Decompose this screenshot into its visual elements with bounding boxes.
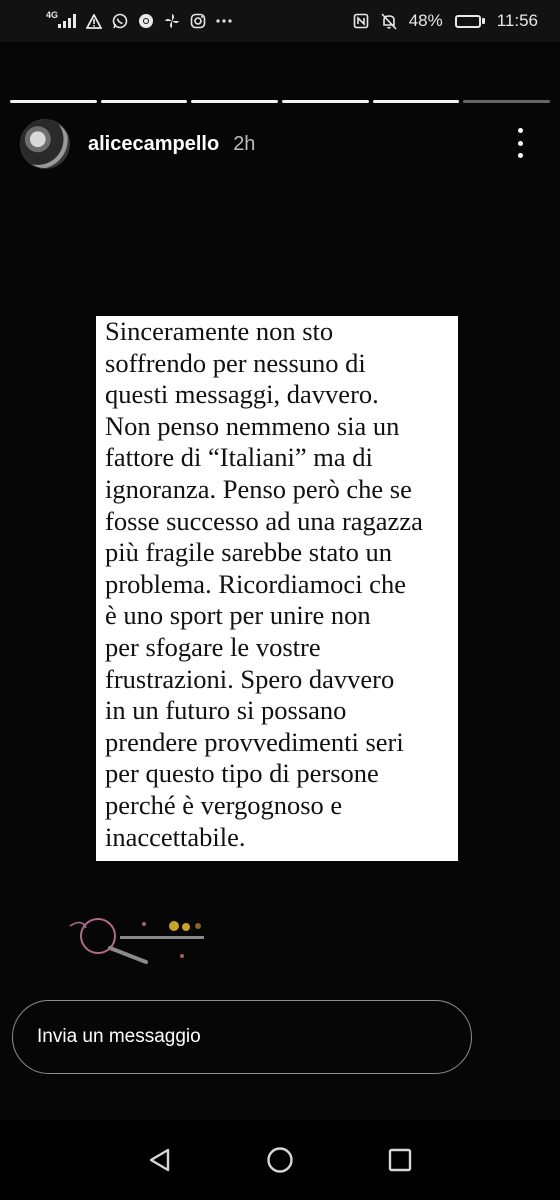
recent-apps-icon[interactable] <box>380 1140 420 1180</box>
more-notifications-icon <box>216 18 232 24</box>
watermark-sticker <box>62 912 212 968</box>
network-type-label: 4G <box>46 10 59 20</box>
story-text-line: fosse successo ad una ragazza <box>105 505 423 536</box>
story-text-line: più fragile sarebbe stato un <box>105 537 392 568</box>
story-text-line: questi messaggi, davvero. <box>105 379 379 410</box>
story-text-line: soffrendo per nessuno di <box>105 347 366 378</box>
story-progress-segment <box>463 100 550 103</box>
story-progress-segment <box>373 100 460 103</box>
status-left-icons <box>46 10 232 29</box>
story-progress-segment <box>101 100 188 103</box>
story-text-line: in un futuro si possano <box>105 695 347 726</box>
story-progress-segment <box>191 100 278 103</box>
story-text-line: Non penso nemmeno sia un <box>105 410 400 441</box>
status-bar <box>0 0 560 42</box>
story-progress-segment <box>282 100 369 103</box>
story-text-line: inaccettabile. <box>105 821 246 852</box>
chrome-icon <box>138 13 154 29</box>
story-progress-bar <box>10 100 550 104</box>
story-header <box>20 118 540 170</box>
back-icon[interactable] <box>140 1140 180 1180</box>
story-text-line: Sinceramente non sto <box>105 316 334 346</box>
story-text-line: fattore di “Italiani” ma di <box>105 442 373 473</box>
reply-placeholder: Invia un messaggio <box>37 1026 201 1047</box>
story-text-line: problema. Ricordiamoci che <box>105 568 406 599</box>
reply-message-input[interactable] <box>12 1000 472 1074</box>
signal-icon <box>46 10 76 28</box>
home-icon[interactable] <box>260 1140 300 1180</box>
pinwheel-icon <box>164 13 180 29</box>
story-timestamp: 2h <box>233 132 256 155</box>
nfc-icon <box>353 13 369 29</box>
warning-icon <box>86 14 102 29</box>
more-options-icon[interactable] <box>508 128 532 158</box>
story-text-card <box>96 316 458 861</box>
story-text-line: frustrazioni. Spero davvero <box>105 663 395 694</box>
clock: 11:56 <box>496 11 538 30</box>
battery-icon <box>455 15 485 28</box>
story-text-line: ignoranza. Penso però che se <box>105 473 412 504</box>
status-right-icons <box>353 11 538 31</box>
story-text-line: per questo tipo di persone <box>105 758 379 789</box>
battery-percentage: 48% <box>408 11 443 30</box>
instagram-icon <box>190 13 206 29</box>
story-text-line: prendere provvedimenti seri <box>105 726 404 757</box>
mute-icon <box>381 13 397 30</box>
whatsapp-icon <box>112 13 128 29</box>
story-text-line: perché è vergognoso e <box>105 789 343 820</box>
story-text-line: per sfogare le vostre <box>105 631 321 662</box>
story-text-line: è uno sport per unire non <box>105 600 371 631</box>
navigation-bar <box>0 1120 560 1200</box>
avatar[interactable] <box>20 119 70 169</box>
username[interactable]: alicecampello <box>88 132 220 155</box>
story-progress-segment <box>10 100 97 103</box>
